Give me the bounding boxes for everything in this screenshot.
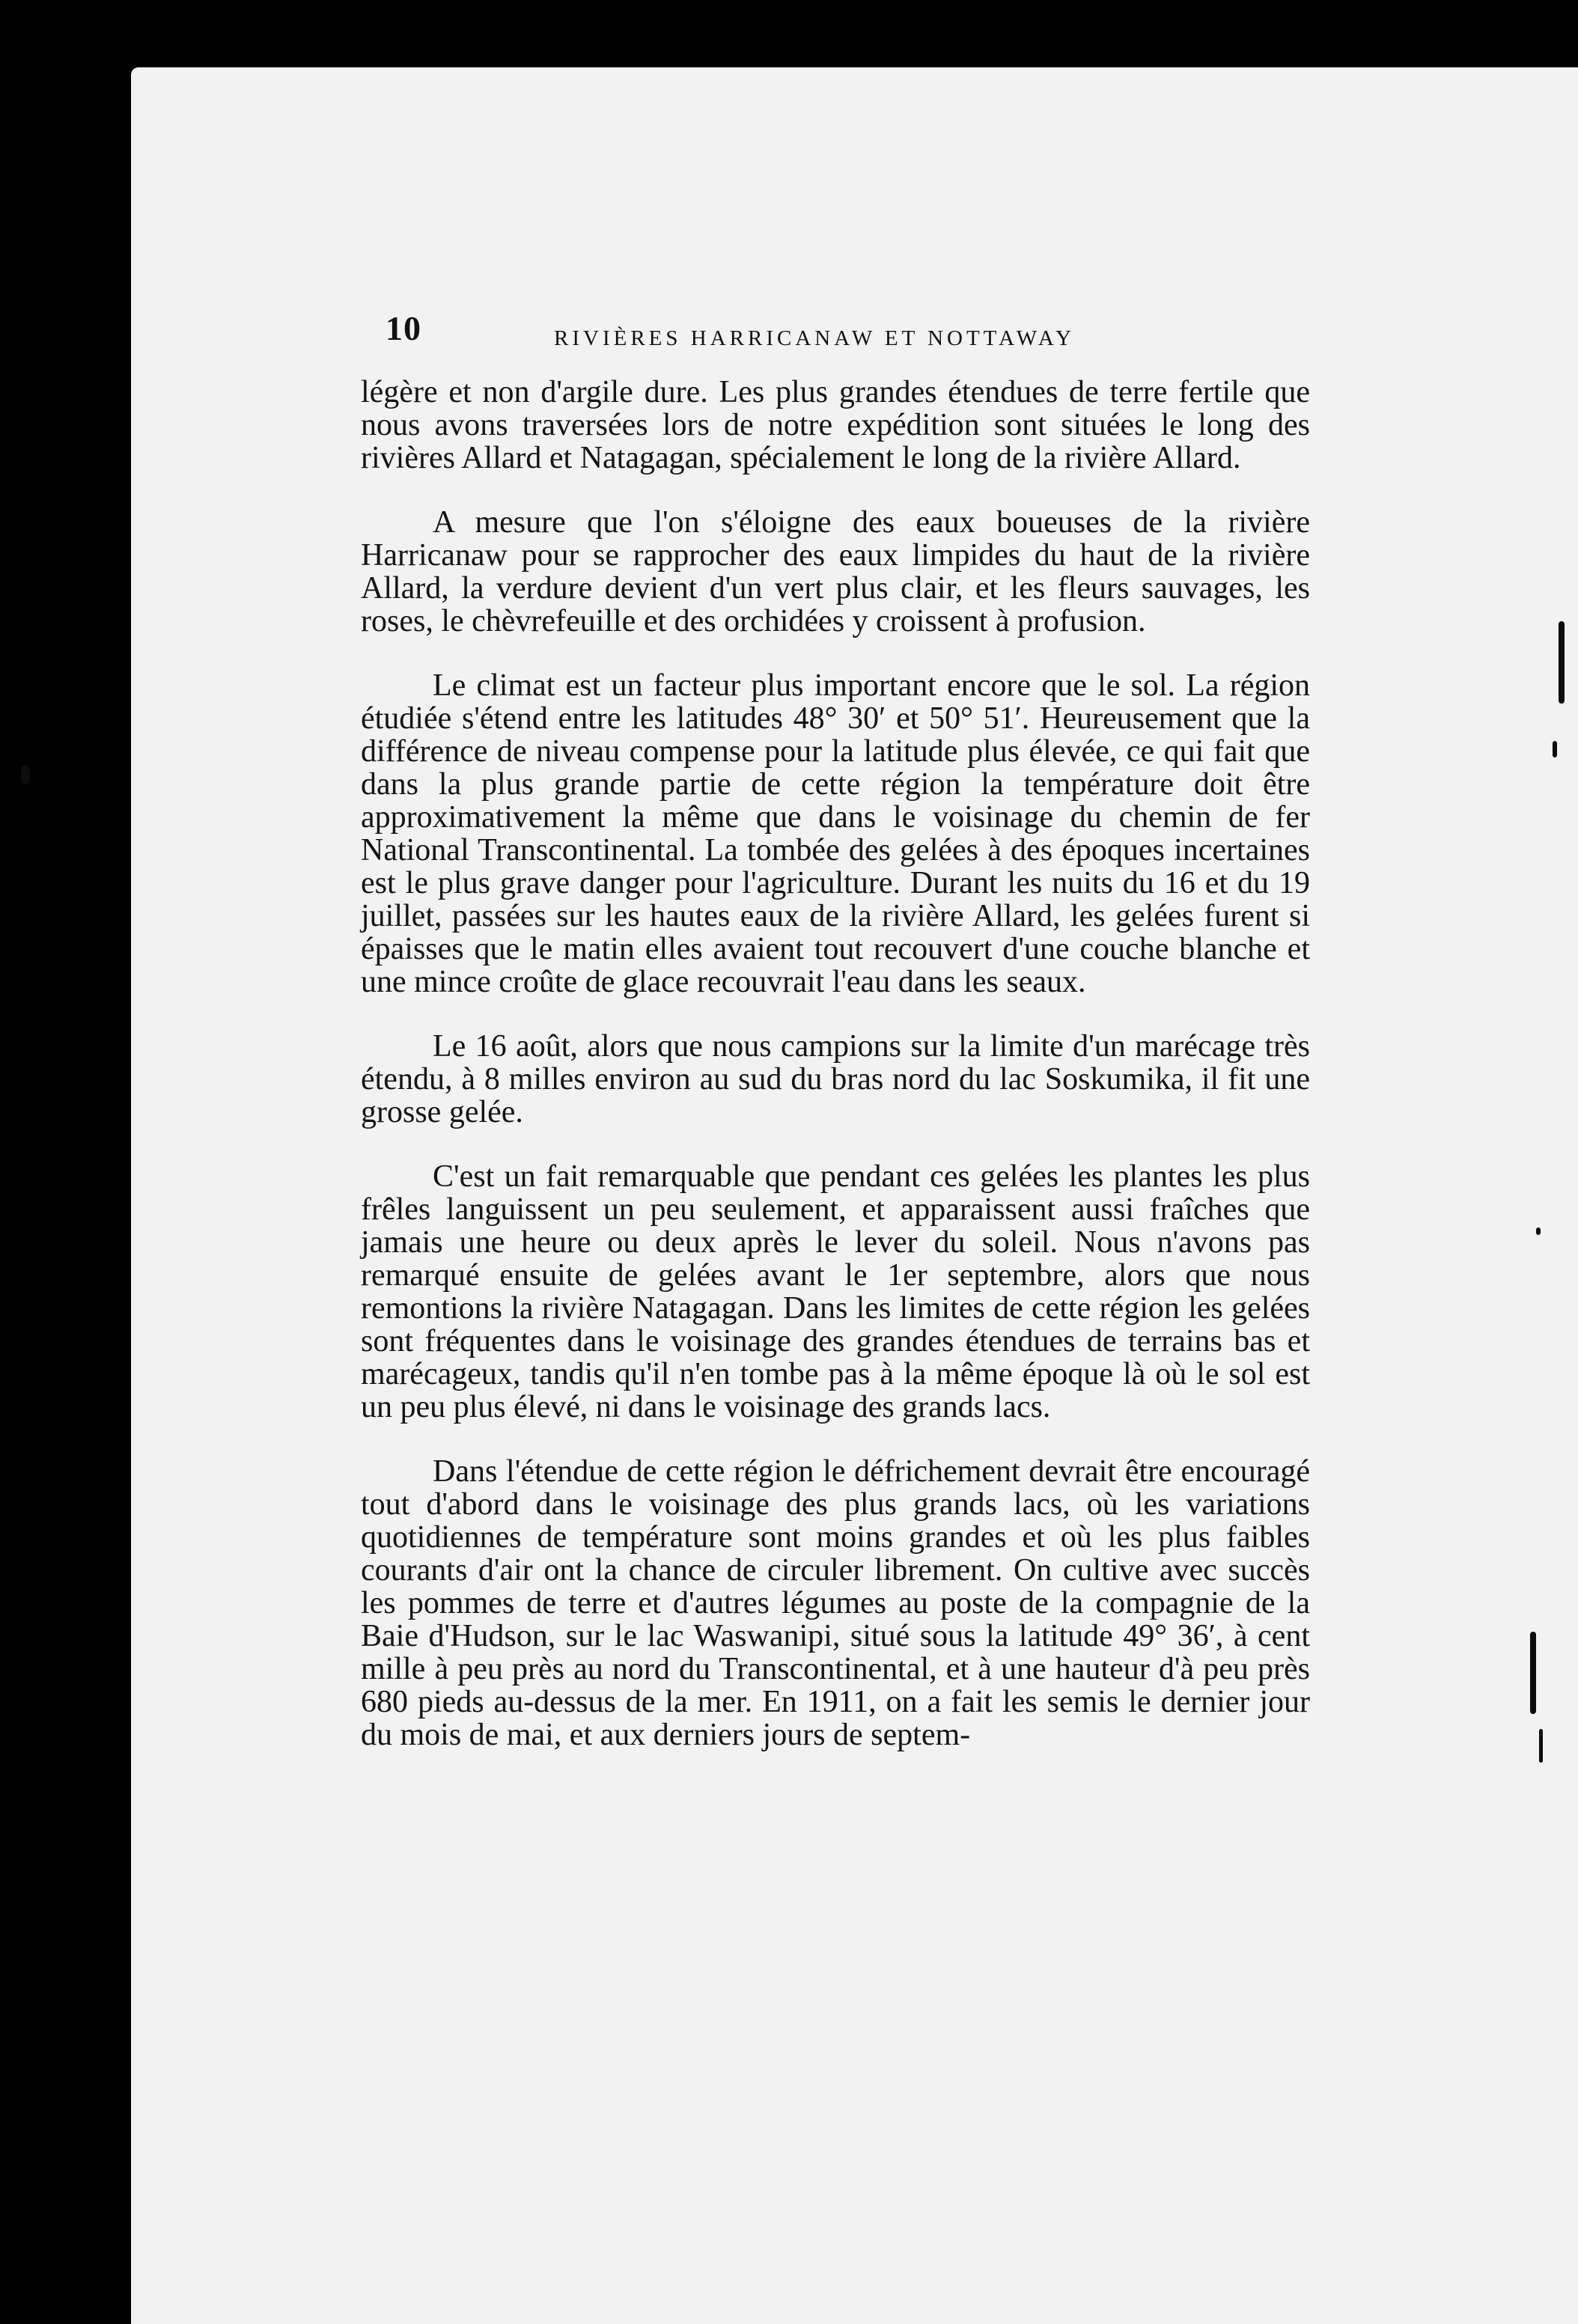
scan-mark-right-lower-small [1539,1729,1543,1763]
paragraph-6: Dans l'étendue de cette région le défrichement devrait être encouragé tout d'abord dans le voisinage des plus grands lacs, où les variations quotidiennes de température sont moins grandes et où les plus faibles courants d'air ont la chance de circuler librement. On cultive avec succès les pommes de terre et d'autres légumes au poste de la compagnie de la Baie d'Hudson, sur le lac Waswanipi, situé sous la latitude 49° 36′, à cent mille à peu près au nord du Transcontinental, et à une hauteur d'à peu près 680 pieds au-dessus de la mer. En 1911, on a fait les semis le dernier jour du mois de mai, et aux derniers jours de septem- [361,1454,1310,1752]
paragraph-3: Le climat est un facteur plus important encore que le sol. La région étudiée s'étend entre les latitudes 48° 30′ et 50° 51′. Heureusement que la différence de niveau compense pour la latitude plus élevée, ce qui fait que dans la plus grande partie de cette région la température doit être approximativement la même que dans le voisinage du chemin de fer National Transcontinental. La tombée des gelées à des époques incertaines est le plus grave danger pour l'agriculture. Durant les nuits du 16 et du 19 juillet, passées sur les hautes eaux de la rivière Allard, les gelées furent si épaisses que le matin elles avaient tout recouvert d'une couche blanche et une mince croûte de glace recouvrait l'eau dans les seaux. [361,668,1310,999]
paragraph-4: Le 16 août, alors que nous campions sur la limite d'un marécage très étendu, à 8 milles environ au sud du bras nord du lac Soskumika, il fit une grosse gelée. [361,1029,1310,1129]
page-body [361,376,1310,1783]
running-title: RIVIÈRES HARRICANAW ET NOTTAWAY [554,326,1076,350]
page-header [386,308,1134,353]
scan-mark-right-upper-small [1553,741,1557,757]
paragraph-2: A mesure que l'on s'éloigne des eaux boueuses de la rivière Harricanaw pour se rapprocher des eaux limpides du haut de la rivière Allard, la verdure devient d'un vert plus clair, et les fleurs sauvages, les roses, le chèvrefeuille et des orchidées y croissent à profusion. [361,505,1310,638]
scan-mark-right-middle [1536,1227,1541,1235]
paragraph-5: C'est un fait remarquable que pendant ces gelées les plantes les plus frêles languissent un peu seulement, et apparaissent aussi fraîches que jamais une heure ou deux après le lever du soleil. Nous n'avons pas remarqué ensuite de gelées avant le 1er septembre, alors que nous remontions la rivière Natagagan. Dans les limites de cette région les gelées sont fréquentes dans le voisinage des grandes étendues de terrains bas et marécageux, tandis qu'il n'en tombe pas à la même époque là où le sol est un peu plus élevé, ni dans le voisinage des grands lacs. [361,1159,1310,1424]
scan-mark-right-upper [1559,621,1565,704]
scan-mark-right-lower [1530,1632,1536,1714]
page-number: 10 [386,309,421,347]
scan-mark-left [21,765,30,784]
paragraph-1: légère et non d'argile dure. Les plus grandes étendues de terre fertile que nous avons traversées lors de notre expédition sont situées le long des rivières Allard et Natagagan, spécialement le long de la rivière Allard. [361,375,1310,475]
